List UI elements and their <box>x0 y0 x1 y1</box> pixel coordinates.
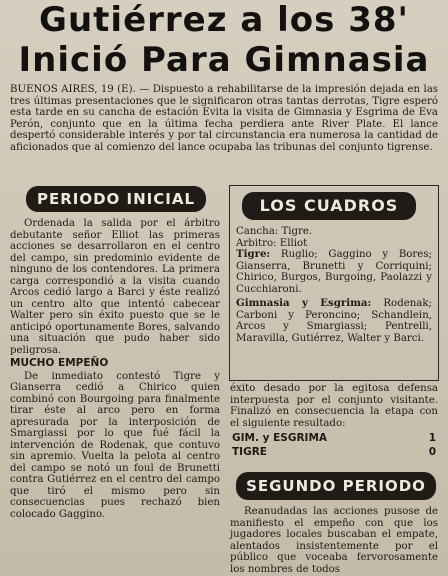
score-team-1: GIM. y ESGRIMA <box>232 432 328 444</box>
lineup-tigre <box>236 249 432 295</box>
score-team-2: TIGRE <box>232 446 267 458</box>
team-tigre-players: Ruglio; Gaggino y Bores; Gianserra, Brunetti y Corriquini; Chirico, Burgos, Burgoing, Paolazzi y Cucchiaroni. <box>236 249 432 295</box>
team-gimnasia-label: Gimnasia y Esgrima: <box>236 297 372 309</box>
team-tigre-label: Tigre: <box>236 248 271 260</box>
section-periodo-inicial: PERIODO INICIAL <box>26 186 206 212</box>
lineup-gimnasia <box>236 298 432 344</box>
left-column <box>10 218 220 520</box>
score-goals-2: 0 <box>428 446 436 458</box>
right-paragraph-1: éxito desado por la egitosa defensa interpuesta por el conjunto visitante. Finalizó en consecuencia la etapa con el siguiente resultado: <box>230 383 438 429</box>
headline-line-2: Inició Para Gimnasia <box>18 40 430 80</box>
right-paragraph-2: Reanudadas las acciones pusose de manifiesto el empeño con que los jugadores locales buscaban el empate, alentados insistentemente por el público que voceaba fervorosamente los nombres de todos <box>230 506 438 575</box>
headline-line-1: Gutiérrez a los 38' <box>39 0 409 40</box>
subhead-mucho-empeno: MUCHO EMPEÑO <box>10 357 109 369</box>
lineups-text <box>236 226 432 344</box>
left-paragraph-2: De inmediato contestó Tigre y Gianserra cedió a Chirico quien combinó con Bourgoing para finalmente tirar éste al arco pero en forma apresurada por la interposición de Smargiassi por lo que fué fácil la intervención de Rodenak, que contuvo sin apremio. Vuelta la pelota al centro del campo se notó un foul de Brunetti contra Gutiérrez en el centro del campo que tiró el mismo pero sin consecuencias pues rechazó bien colocado Gaggino. <box>10 370 220 520</box>
lineup-cancha: Cancha: Tigre. <box>236 226 313 237</box>
right-column-top <box>230 383 438 429</box>
right-column-bottom <box>230 506 438 575</box>
score-goals-1: 1 <box>428 432 436 444</box>
team-gimnasia-players: Rodenak; Carboni y Peroncino; Schandlein, Arcos y Smargiassi; Pentrelli, Maravilla, Gutiérrez, Walter y Barci. <box>236 298 432 344</box>
left-paragraph-1: Ordenada la salida por el árbitro debutante señor Elliot las primeras acciones se desarrollaron en el centro del campo, sin predominio evidente de ninguno de los contendores. La primera carga correspondió a la visita cuando Arcos cedió largo a Barci y éste realizó un centro alto que intentó cabecear Walter pero sin éxito puesto que se le anticipó oportunamente Bores, salvando una situación que pudo haber sido peligrosa. <box>10 218 220 356</box>
section-los-cuadros: LOS CUADROS <box>242 192 416 220</box>
lead-text: — Dispuesto a rehabilitarse de la impresión dejada en las tres últimas presentaciones que le significaron otras tantas derrotas, Tigre esperó esta tarde en su cancha de estación Evita la visita de Gimnasia y Esgrima de Eva Perón, conjunto que en la última fecha perdiera ante River Plate. El lance despertó considerable interés y por tal circunstancia era numerosa la cantidad de aficionados que al comienzo del lance ocupaba las tribunas del conjunto tigrense. <box>10 84 439 153</box>
score-row-1 <box>232 432 436 444</box>
lineup-arbitro: Arbitro: Elliot <box>236 237 308 249</box>
score-row-2 <box>232 446 436 458</box>
dateline: BUENOS AIRES, 19 (E). <box>10 84 136 95</box>
lead-paragraph <box>10 84 438 154</box>
section-segundo-periodo: SEGUNDO PERIODO <box>236 472 436 500</box>
